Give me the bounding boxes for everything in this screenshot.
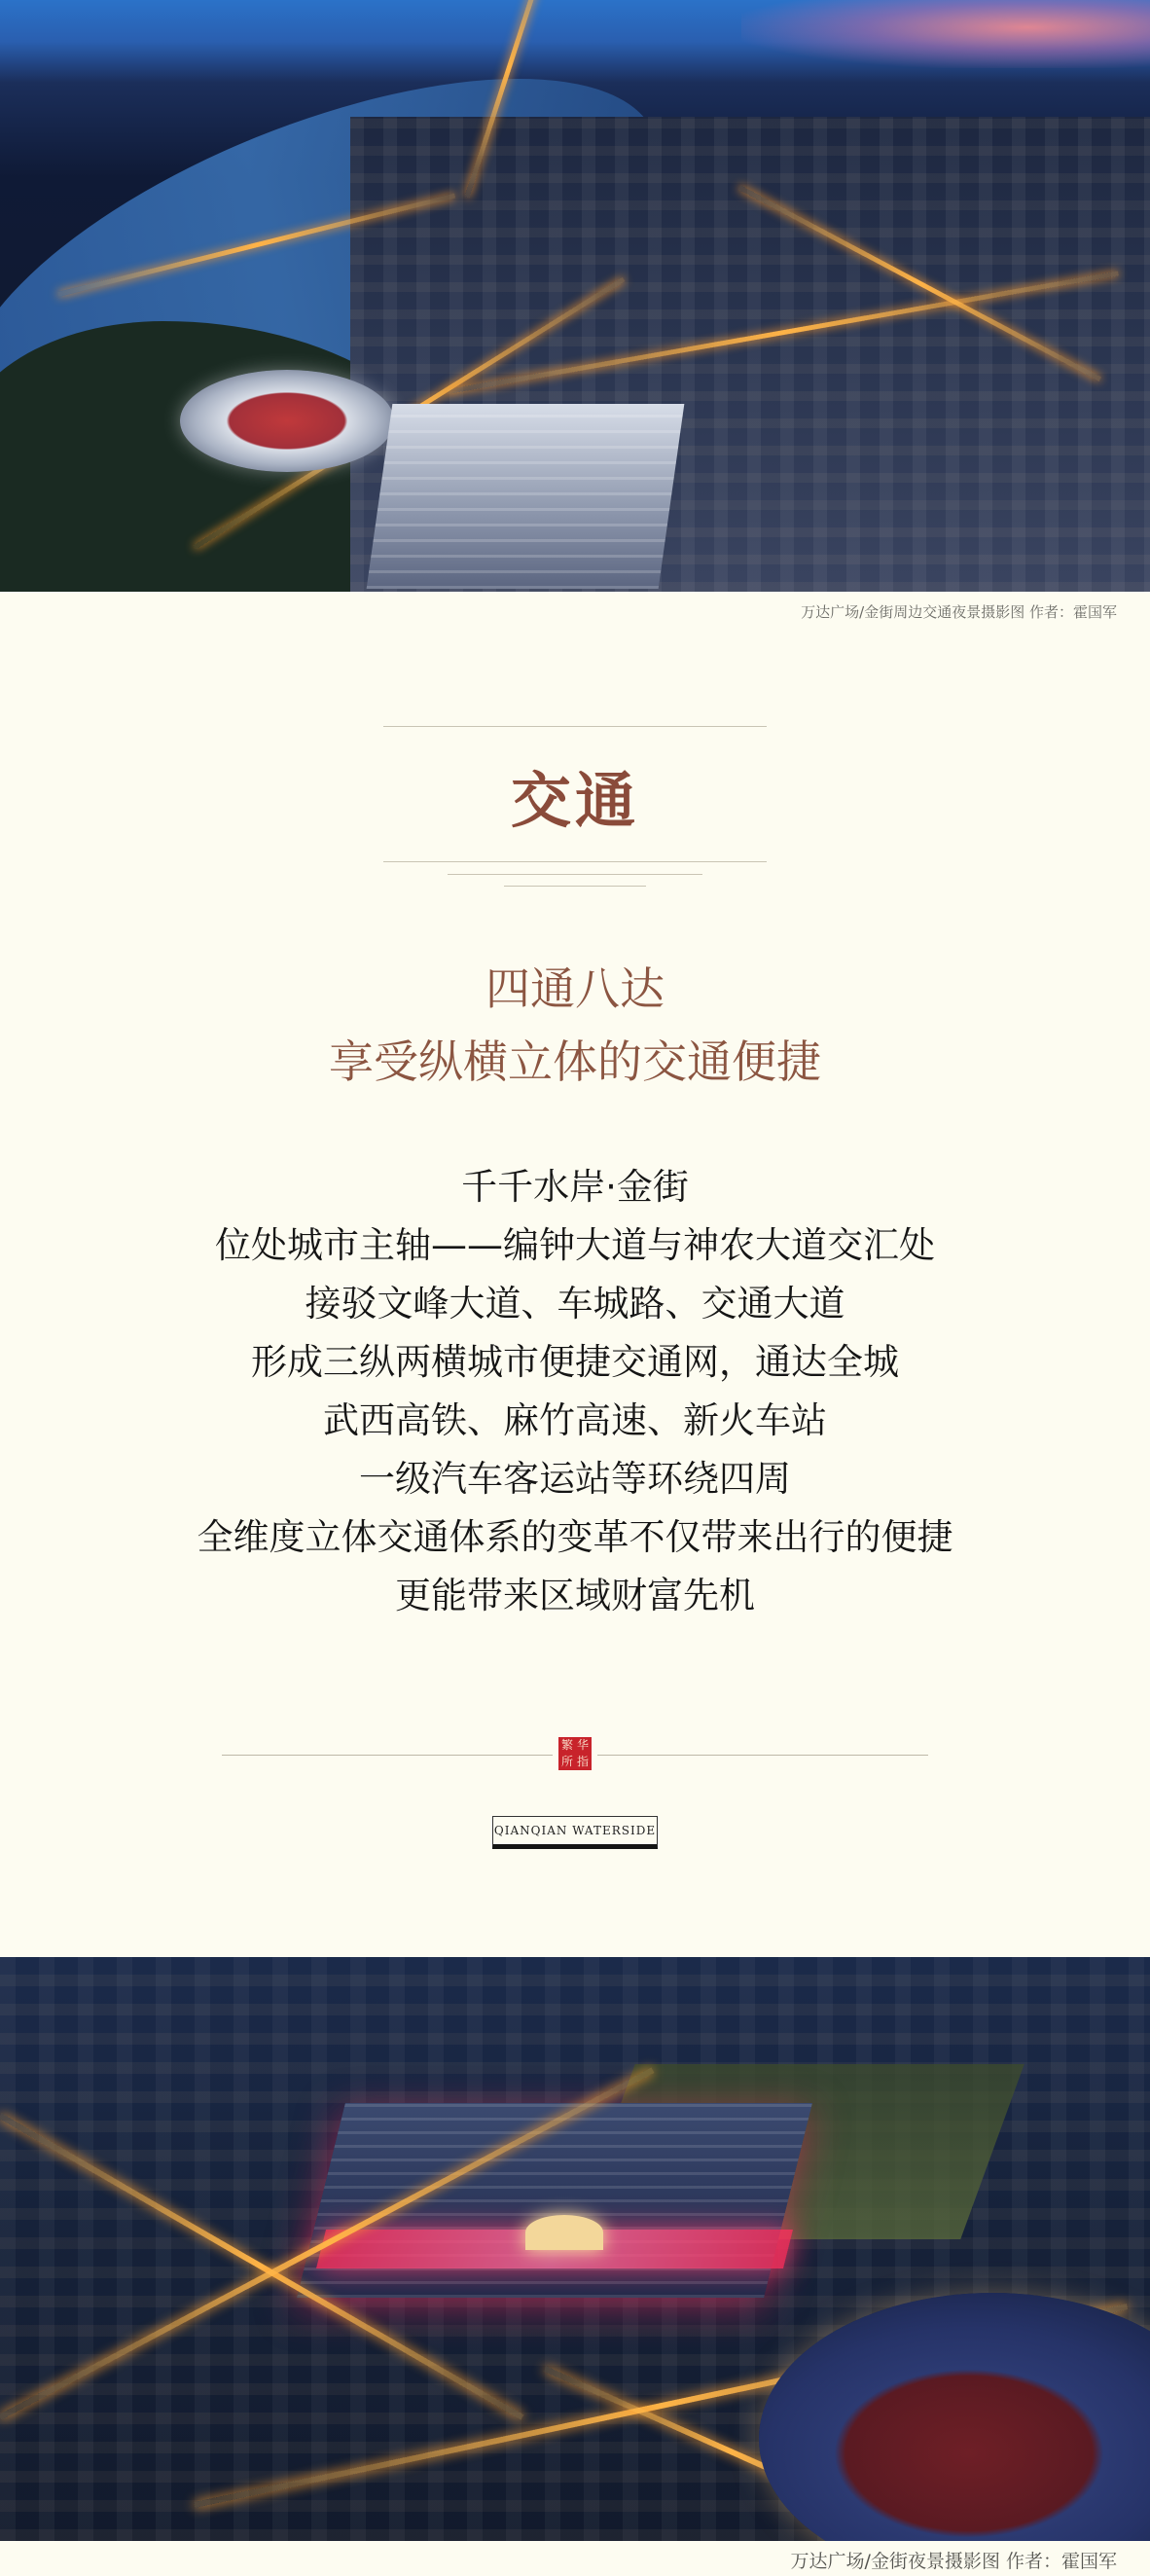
body-text — [0, 1158, 1150, 1625]
seal-char: 繁 — [560, 1738, 573, 1752]
body-line: 全维度立体交通体系的变革不仅带来出行的便捷 — [197, 1516, 953, 1558]
body-line: 接驳文峰大道、车城路、交通大道 — [305, 1283, 845, 1324]
seal-divider-left — [222, 1755, 553, 1756]
body-line: 武西高铁、麻竹高速、新火车站 — [323, 1399, 827, 1441]
title-divider-top — [383, 726, 767, 727]
seal-char: 华 — [576, 1738, 589, 1752]
stadium — [180, 370, 394, 472]
mall-building — [297, 2103, 812, 2298]
seal-divider-right — [597, 1755, 928, 1756]
mall-building — [367, 404, 685, 589]
brand-logo: QIANQIAN WATERSIDE — [492, 1816, 658, 1849]
title-divider-bottom — [383, 861, 767, 862]
title-divider-bottom-3 — [504, 886, 646, 887]
subtitle-line-1: 四通八达 — [485, 962, 665, 1015]
title-divider-bottom-2 — [448, 874, 702, 875]
red-seal-stamp — [558, 1737, 592, 1770]
photo-caption-top: 万达广场/金街周边交通夜景摄影图 作者：霍国军 — [801, 603, 1117, 621]
body-line: 更能带来区域财富先机 — [395, 1575, 755, 1616]
city-night-photo-top — [0, 0, 1150, 592]
seal-char: 指 — [576, 1755, 589, 1768]
body-line: 千千水岸·金街 — [461, 1166, 689, 1208]
city-night-photo-bottom — [0, 1957, 1150, 2541]
seal-char: 所 — [560, 1755, 573, 1768]
body-line: 形成三纵两横城市便捷交通网，通达全城 — [251, 1341, 899, 1383]
body-line: 位处城市主轴——编钟大道与神农大道交汇处 — [215, 1224, 935, 1266]
body-line: 一级汽车客运站等环绕四周 — [359, 1458, 791, 1500]
section-title: 交通 — [510, 765, 639, 836]
mall-dome — [525, 2215, 603, 2250]
subtitle-line-2: 享受纵横立体的交通便捷 — [329, 1035, 821, 1088]
sunset-glow — [741, 0, 1150, 68]
photo-caption-bottom: 万达广场/金街夜景摄影图 作者：霍国军 — [790, 2551, 1117, 2572]
stadium — [759, 2293, 1150, 2541]
